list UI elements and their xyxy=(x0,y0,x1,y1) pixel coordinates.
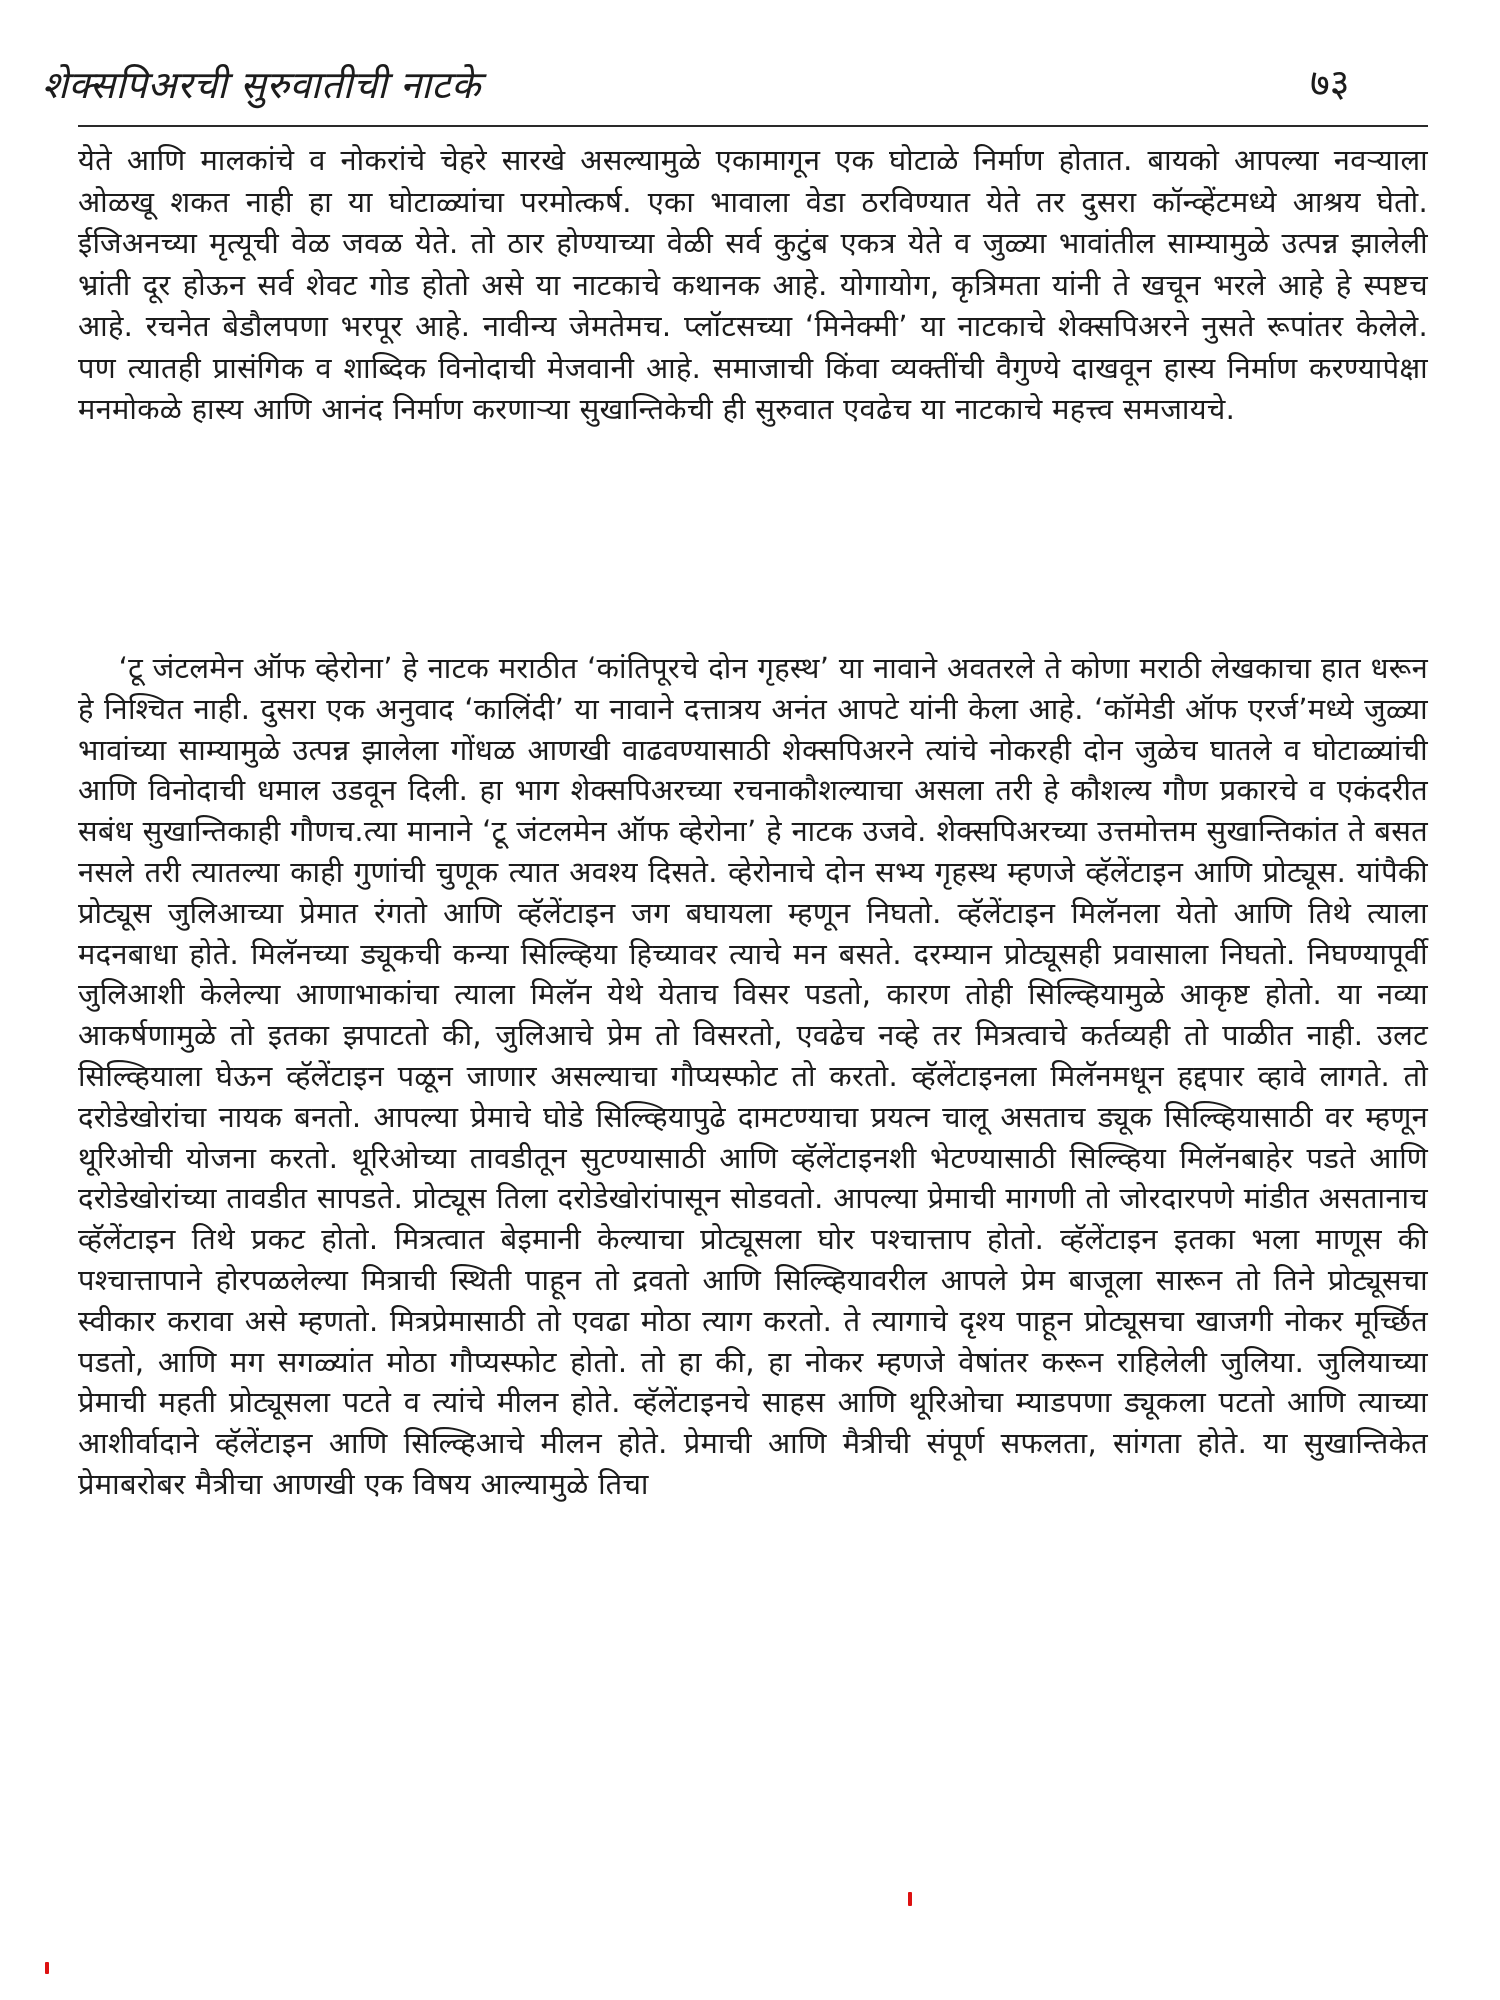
header-rule xyxy=(78,125,1428,127)
ink-speck xyxy=(45,1962,49,1974)
paragraph-1: येते आणि मालकांचे व नोकरांचे चेहरे सारखे असल्यामुळे एकामागून एक घोटाळे निर्माण होतात. बायको आपल्या नवऱ्याला ओळखू शकत नाही हा या घोटाळ्यांचा परमोत्कर्ष. एका भावाला वेडा ठरविण्यात येते तर दुसरा कॉन्व्हेंटमध्ये आश्रय घेतो. ईजिअनच्या मृत्यूची वेळ जवळ येते. तो ठार होण्याच्या वेळी सर्व कुटुंब एकत्र येते व जुळ्या भावांतील साम्यामुळे उत्पन्न झालेली भ्रांती दूर होऊन सर्व शेवट गोड होतो असे या नाटकाचे कथानक आहे. योगायोग, कृत्रिमता यांनी ते खचून भरले आहे हे स्पष्टच आहे. रचनेत बेडौलपणा भरपूर आहे. नावीन्य जेमतेमच. प्लॉटसच्या ‘मिनेक्मी’ या नाटकाचे शेक्सपिअरने नुसते रूपांतर केलेले. पण त्यातही प्रासंगिक व शाब्दिक विनोदाची मेजवानी आहे. समाजाची किंवा व्यक्तींची वैगुण्ये दाखवून हास्य निर्माण करण्यापेक्षा मनमोकळे हास्य आणि आनंद निर्माण करणाऱ्या सुखान्तिकेची ही सुरुवात एवढेच या नाटकाचे महत्त्व समजायचे. xyxy=(78,143,1428,426)
running-header-title: शेक्सपिअरची सुरुवातीची नाटके xyxy=(42,63,481,107)
paragraph-2: ‘टू जंटलमेन ऑफ व्हेरोना’ हे नाटक मराठीत ‘कांतिपूरचे दोन गृहस्थ’ या नावाने अवतरले ते कोणा मराठी लेखकाचा हात धरून हे निश्चित नाही. दुसरा एक अनुवाद ‘कालिंदी’ या नावाने दत्तात्रय अनंत आपटे यांनी केला आहे. ‘कॉमेडी ऑफ एरर्ज’मध्ये जुळ्या भावांच्या साम्यामुळे उत्पन्न झालेला गोंधळ आणखी वाढवण्यासाठी शेक्सपिअरने त्यांचे नोकरही दोन जुळेच घातले व घोटाळ्यांची आणि विनोदाची धमाल उडवून दिली. हा भाग शेक्सपिअरच्या रचनाकौशल्याचा असला तरी हे कौशल्य गौण प्रकारचे व एकंदरीत सबंध सुखान्तिकाही गौणच.त्या मानाने ‘टू जंटलमेन ऑफ व्हेरोना’ हे नाटक उजवे. शेक्सपिअरच्या उत्तमोत्तम सुखान्तिकांत ते बसत नसले तरी त्यातल्या काही गुणांची चुणूक त्यात अवश्य दिसते. व्हेरोनाचे दोन सभ्य गृहस्थ म्हणजे व्हॅलेंटाइन आणि प्रोट्यूस. यांपैकी प्रोट्यूस जुलिआच्या प्रेमात रंगतो आणि व्हॅलेंटाइन जग बघायला म्हणून निघतो. व्हॅलेंटाइन मिलॅनला येतो आणि तिथे त्याला मदनबाधा होते. मिलॅनच्या ड्यूकची कन्या सिल्व्हिया हिच्यावर त्याचे मन बसते. दरम्यान प्रोट्यूसही प्रवासाला निघतो. निघण्यापूर्वी जुलिआशी केलेल्या आणाभाकांचा त्याला मिलॅन येथे येताच विसर पडतो, कारण तोही सिल्व्हियामुळे आकृष्ट होतो. या नव्या आकर्षणामुळे तो इतका झपाटतो की, जुलिआचे प्रेम तो विसरतो, एवढेच नव्हे तर मित्रत्वाचे कर्तव्यही तो पाळीत नाही. उलट सिल्व्हियाला घेऊन व्हॅलेंटाइन पळून जाणार असल्याचा गौप्यस्फोट तो करतो. व्हॅलेंटाइनला मिलॅनमधून हद्दपार व्हावे लागते. तो दरोडेखोरांचा नायक बनतो. आपल्या प्रेमाचे घोडे सिल्व्हियापुढे दामटण्याचा प्रयत्न चालू असताच ड्यूक सिल्व्हियासाठी वर म्हणून थूरिओची योजना करतो. थूरिओच्या तावडीतून सुटण्यासाठी आणि व्हॅलेंटाइनशी भेटण्यासाठी सिल्व्हिया मिलॅनबाहेर पडते आणि दरोडेखोरांच्या तावडीत सापडते. प्रोट्यूस तिला दरोडेखोरांपासून सोडवतो. आपल्या प्रेमाची मागणी तो जोरदारपणे मांडीत असतानाच व्हॅलेंटाइन तिथे प्रकट होतो. मित्रत्वात बेइमानी केल्याचा प्रोट्यूसला घोर पश्चात्ताप होतो. व्हॅलेंटाइन इतका भला माणूस की पश्चात्तापाने होरपळलेल्या मित्राची स्थिती पाहून तो द्रवतो आणि सिल्व्हियावरील आपले प्रेम बाजूला सारून तो तिने प्रोट्यूसचा स्वीकार करावा असे म्हणतो. मित्रप्रेमासाठी तो एवढा मोठा त्याग करतो. ते त्यागाचे दृश्य पाहून प्रोट्यूसचा खाजगी नोकर मूर्च्छित पडतो, आणि मग सगळ्यांत मोठा गौप्यस्फोट होतो. तो हा की, हा नोकर म्हणजे वेषांतर करून राहिलेली जुलिया. जुलियाच्या प्रेमाची महती प्रोट्यूसला पटते व त्यांचे मीलन होते. व्हॅलेंटाइनचे साहस आणि थूरिओचा म्याडपणा ड्यूकला पटतो आणि त्याच्या आशीर्वादाने व्हॅलेंटाइन आणि सिल्व्हिआचे मीलन होते. प्रेमाची आणि मैत्रीची संपूर्ण सफलता, सांगता होते. या सुखान्तिकेत प्रेमाबरोबर मैत्रीचा आणखी एक विषय आल्यामुळे तिचा xyxy=(78,651,1428,1501)
page-number: ७३ xyxy=(1310,61,1350,105)
ink-speck xyxy=(908,1892,912,1906)
